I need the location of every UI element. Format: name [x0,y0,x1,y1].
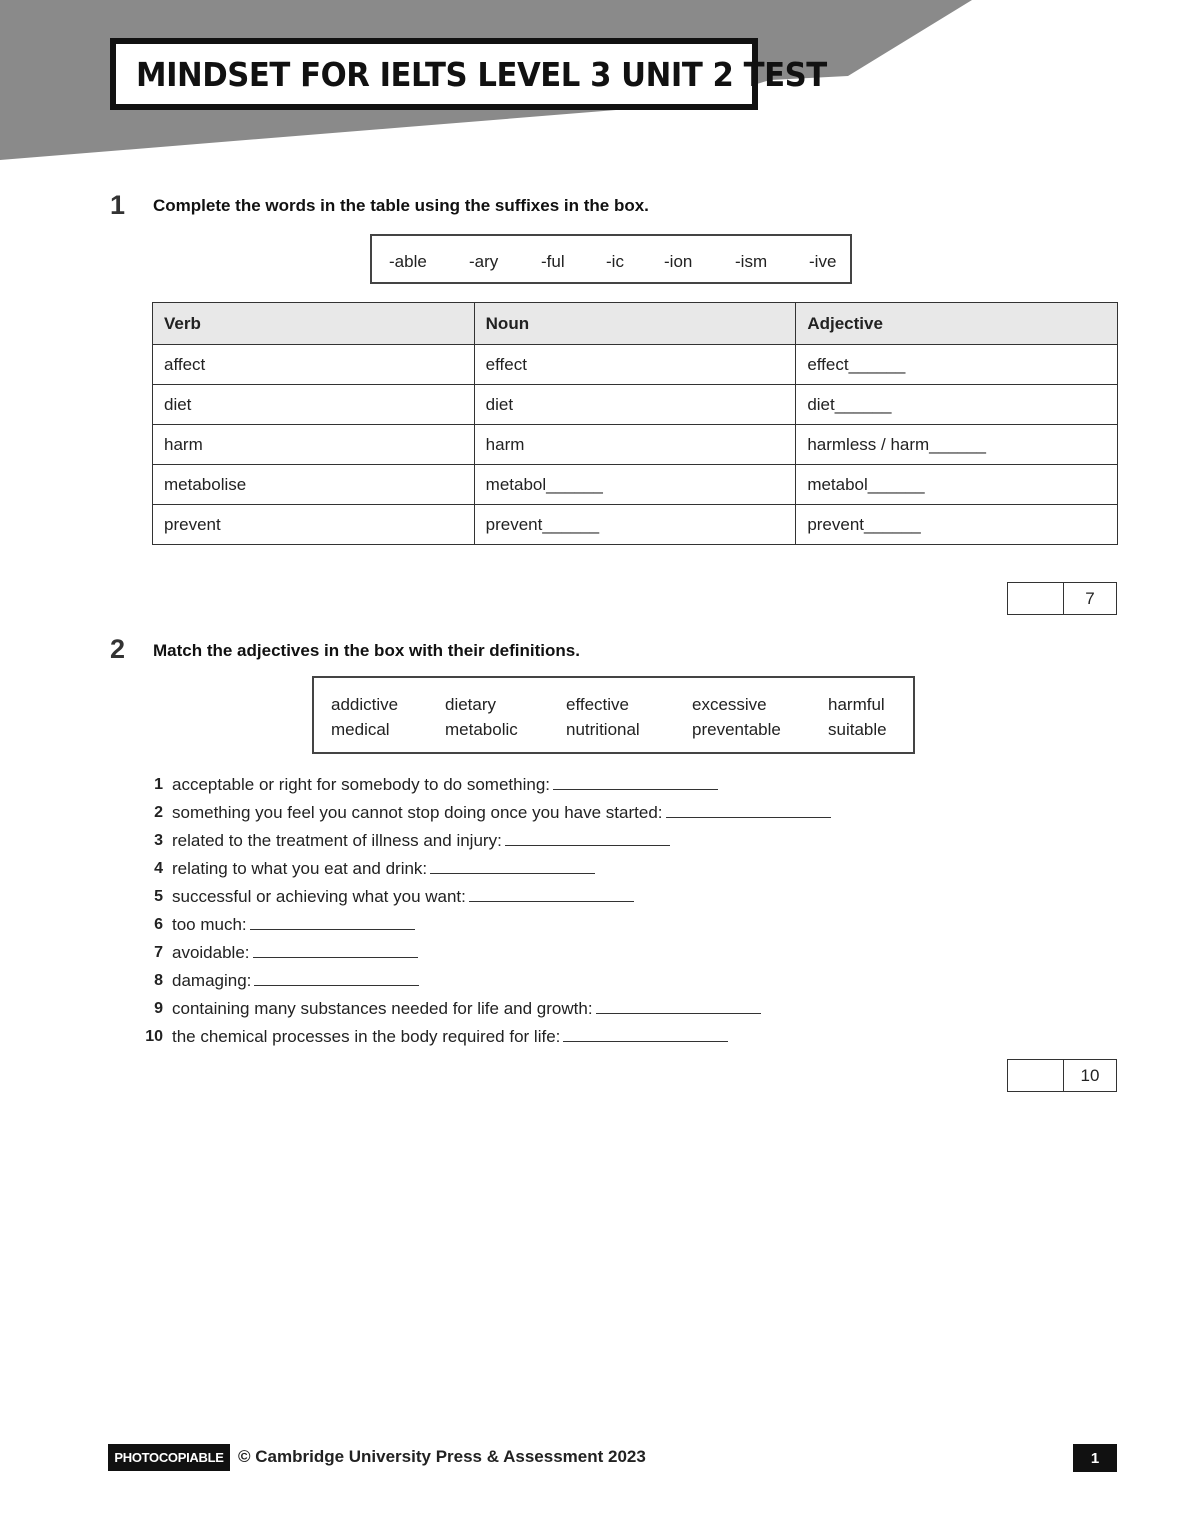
answer-line[interactable] [430,859,595,874]
header-verb: Verb [153,303,475,345]
definition-number: 2 [154,804,163,821]
definition-number: 8 [154,972,163,989]
score-box-q2 [1007,1059,1117,1092]
copyright-text: © Cambridge University Press & Assessment 2023 [238,1447,646,1466]
definition-item [172,831,670,851]
score-input[interactable] [1008,583,1064,614]
table-cell[interactable]: prevent______ [796,505,1118,545]
definition-number: 3 [154,832,163,849]
definition-text: containing many substances needed for life and growth: [172,999,593,1018]
answer-line[interactable] [505,831,670,846]
header-noun: Noun [474,303,796,345]
adjective-box [312,676,915,754]
table-cell: metabolise [153,465,475,505]
answer-line[interactable] [469,887,634,902]
definition-number: 6 [154,916,163,933]
question-2-instruction: Match the adjectives in the box with their definitions. [153,641,580,660]
table-cell: prevent [153,505,475,545]
table-cell[interactable]: metabol______ [474,465,796,505]
table-cell: diet [474,385,796,425]
table-header-row [153,303,1118,345]
suffix-item: -ism [735,252,768,271]
table-cell: harm [153,425,475,465]
answer-line[interactable] [250,915,415,930]
suffix-item: -ic [606,252,624,271]
definition-text: too much: [172,915,247,934]
table-cell: harm [474,425,796,465]
answer-line[interactable] [596,999,761,1014]
table-row [153,505,1118,545]
definition-text: related to the treatment of illness and injury: [172,831,502,850]
table-cell[interactable]: metabol______ [796,465,1118,505]
table-row [153,425,1118,465]
header-adjective: Adjective [796,303,1118,345]
definition-number: 10 [145,1028,163,1045]
definition-item [172,775,718,795]
definition-item [172,859,595,879]
suffix-item: -ion [664,252,693,271]
definition-text: the chemical processes in the body required for life: [172,1027,561,1046]
answer-line[interactable] [563,1027,728,1042]
definition-text: avoidable: [172,943,250,962]
answer-line[interactable] [254,971,419,986]
definition-text: relating to what you eat and drink: [172,859,428,878]
definition-number: 9 [154,1000,163,1017]
adjective-item: nutritional [566,720,640,739]
suffix-item: -ful [541,252,565,271]
table-cell: affect [153,345,475,385]
question-2-number: 2 [110,634,126,664]
answer-line[interactable] [253,943,418,958]
page-number: 1 [1073,1444,1117,1472]
adjective-item: excessive [692,695,767,714]
table-row [153,345,1118,385]
answer-line[interactable] [666,803,831,818]
suffix-box [370,234,852,284]
score-box-q1 [1007,582,1117,615]
score-total: 10 [1080,1065,1100,1085]
adjective-item: suitable [828,720,887,739]
definition-text: acceptable or right for somebody to do something: [172,775,550,794]
suffix-item: -ary [469,252,499,271]
page-title: MINDSET FOR IELTS LEVEL 3 UNIT 2 TEST [136,54,827,94]
table-cell[interactable]: diet______ [796,385,1118,425]
definition-number: 4 [154,860,163,877]
definition-number: 7 [154,944,163,961]
definition-number: 5 [154,888,163,905]
adjective-item: harmful [828,695,885,714]
table-cell[interactable]: harmless / harm______ [796,425,1118,465]
title-box [110,38,827,110]
definition-number: 1 [154,776,163,793]
adjective-item: effective [566,695,630,714]
table-cell: effect [474,345,796,385]
table-cell[interactable]: prevent______ [474,505,796,545]
word-table [152,302,1118,545]
definition-item [172,915,415,935]
definition-item [172,971,419,991]
table-row [153,465,1118,505]
photocopiable-badge: PHOTOCOPIABLE [108,1444,230,1471]
definition-text: damaging: [172,971,252,990]
answer-line[interactable] [553,775,718,790]
table-row [153,385,1118,425]
definition-item [172,803,831,823]
score-total: 7 [1085,588,1095,608]
adjective-item: dietary [445,695,497,714]
definition-item [172,999,761,1019]
question-1-instruction: Complete the words in the table using the suffixes in the box. [153,196,649,215]
definition-item [172,943,418,963]
table-cell[interactable]: effect______ [796,345,1118,385]
adjective-item: preventable [692,720,781,739]
suffix-item: -ive [809,252,837,271]
suffix-item: -able [389,252,427,271]
table-cell: diet [153,385,475,425]
definition-text: something you feel you cannot stop doing once you have started: [172,803,663,822]
adjective-item: addictive [331,695,399,714]
adjective-item: metabolic [445,720,518,739]
score-input[interactable] [1008,1060,1064,1091]
adjective-item: medical [331,720,390,739]
definition-text: successful or achieving what you want: [172,887,466,906]
question-1-number: 1 [110,190,126,220]
definition-item [172,887,634,907]
definition-item [172,1027,728,1047]
